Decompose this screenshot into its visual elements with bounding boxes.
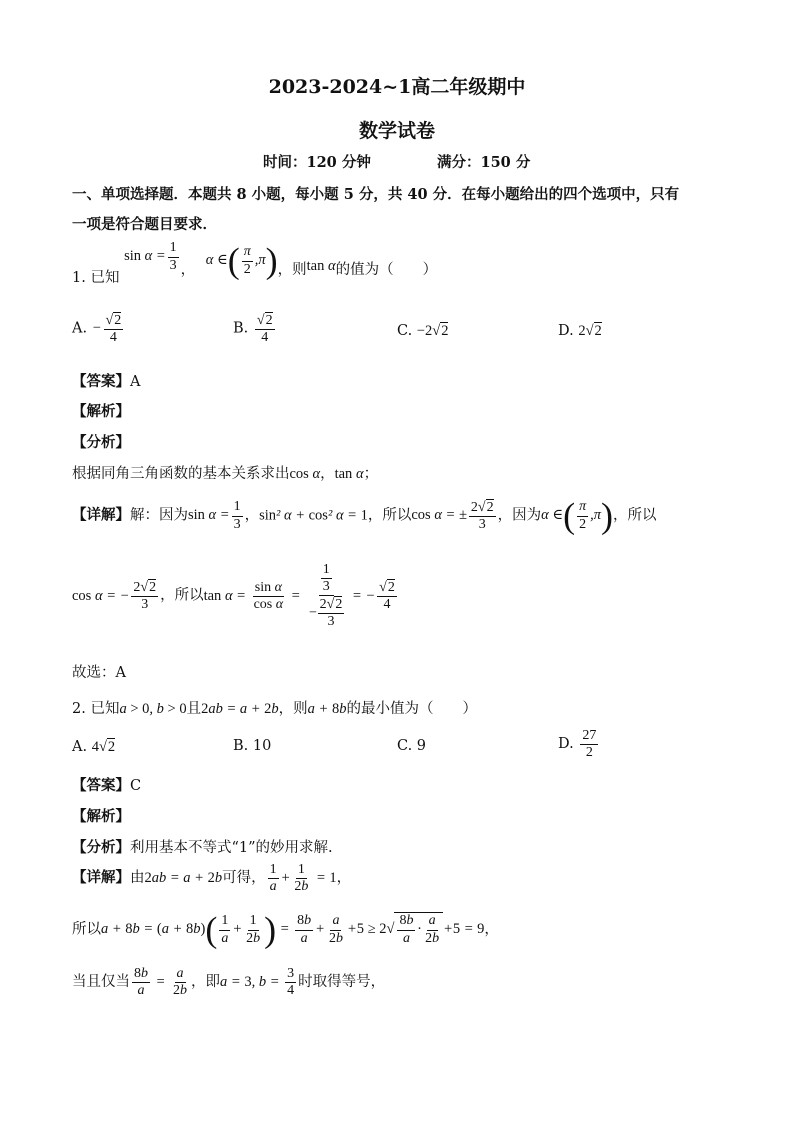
q1-stem: 1. 已知 sin α = $\frac{1}{3}$ ， α ∈( $\frac{\pi}{2}$ ,π)，则tan α的值为（ ）: [72, 240, 438, 287]
q1-option-a: A. − $\frac{√2}{4}$: [72, 313, 122, 346]
q1-detail-line2: cos α = − $\frac{2√2}{3}$ ，所以tan α = $\frac{\text{sin α}}{\text{cos α}}$ = $\frac{1}{3}$ − $\frac{2√2}{3}$ = − $\frac{√2}{4}$: [72, 562, 395, 630]
section-heading-line2: 一项是符合题目要求．: [72, 216, 217, 233]
q2-detail-line1: 【详解】由2ab = a + 2b可得， $\frac{1}{a}$ + $\frac{1}{2b}$ = 1，: [72, 862, 352, 895]
q1-option-b: B. $\frac{√2}{4}$: [233, 313, 273, 346]
q2-option-d: D. $\frac{27}{2}$: [558, 728, 597, 761]
q1-option-c: C. −2√2: [397, 323, 449, 339]
q2-jiexi: 【解析】: [72, 808, 130, 825]
q2-option-c: C. 9: [397, 738, 427, 754]
page-title: 2023-2024~1高二年级期中: [268, 76, 526, 98]
q2-stem: 2. 已知a > 0, b > 0且2ab = a + 2b，则a + 8b的最小值为（ ）: [72, 701, 477, 717]
q1-detail-line1: 【详解】解：因为sin α = $\frac{1}{3}$ ，sin² α + cos² α = 1，所以cos α = ± $\frac{2√2}{3}$ ，因为α ∈( $\frac{\pi}{2}$ ,π)，所以: [72, 496, 657, 536]
q1-answer: 【答案】A: [72, 373, 141, 390]
q1-fenxi: 【分析】: [72, 434, 130, 451]
q1-conclusion: 故选：A: [72, 665, 126, 681]
q1-jiexi: 【解析】: [72, 403, 130, 420]
exam-time: 时间：120 分钟: [263, 154, 371, 171]
exam-score: 满分：150 分: [437, 154, 531, 171]
q1-analysis: 根据同角三角函数的基本关系求出cos α，tan α；: [72, 466, 379, 482]
q2-detail-line2: 所以a + 8b = (a + 8b)( $\frac{1}{a}$ + $\frac{1}{2b}$ ) = $\frac{8b}{a}$ + $\frac{a}{2b}$ +5 ≥ 2√ $\frac{8b}{a}$ · $\frac{a}{2b}$ +5 = 9，: [72, 910, 499, 950]
q1-option-d: D. 2√2: [558, 323, 602, 339]
q2-option-a: A. 4√2: [72, 739, 116, 755]
section-heading-line1: 一、单项选择题．本题共 8 小题，每小题 5 分，共 40 分．在每小题给出的四个选项中，只有: [72, 186, 680, 203]
q2-detail-line3: 当且仅当 $\frac{8b}{a}$ = $\frac{a}{2b}$ ，即a = 3, b = $\frac{3}{4}$ 时取得等号，: [72, 966, 386, 999]
q2-option-b: B. 10: [233, 738, 272, 754]
q2-fenxi: 【分析】利用基本不等式“1”的妙用求解.: [72, 839, 333, 856]
page-subtitle: 数学试卷: [358, 120, 435, 142]
q2-answer: 【答案】C: [72, 777, 142, 794]
